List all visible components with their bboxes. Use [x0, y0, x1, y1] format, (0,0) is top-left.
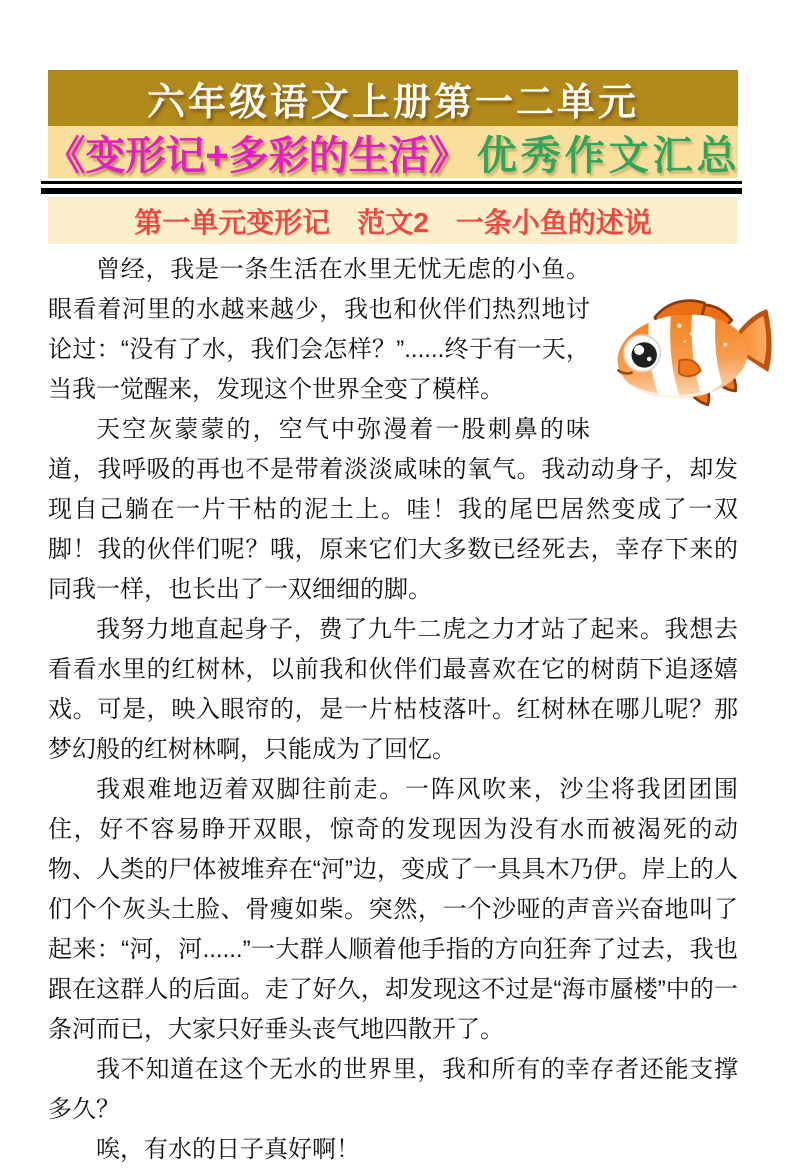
- grade-banner: [48, 70, 738, 126]
- section-bar: [48, 197, 738, 244]
- essay-paragraph: 曾经，我是一条生活在水里无忧无虑的小鱼。眼看着河里的水越来越少，我也和伙伴们热烈地讨论过：“没有了水，我们会怎样？”......终于有一天，当我一觉醒来，发现这个世界全变了模样。: [48, 256, 590, 403]
- collection-banner: [45, 126, 741, 178]
- section-sample-label: 范文2: [357, 206, 429, 238]
- essay-paragraph: 唉，有水的日子真好啊！: [96, 1136, 360, 1163]
- section-unit-label: 第一单元变形记: [134, 206, 331, 238]
- essay-paragraph: 我不知道在这个无水的世界里，我和所有的幸存者还能支撑多久？: [48, 1056, 738, 1123]
- essay-paragraph: 我努力地直起身子，费了九牛二虎之力才站了起来。我想去看看水里的红树林，以前我和伙伴们最喜欢在它的树荫下追逐嬉戏。可是，映入眼帘的，是一片枯枝落叶。红树林在哪儿呢？那梦幻般的红树林啊，只能成为了回忆。: [48, 616, 738, 763]
- double-rule-divider: [41, 181, 742, 194]
- essay-body: [48, 250, 738, 1170]
- collection-title: 《变形记+多彩的生活》: [45, 133, 469, 178]
- essay-paragraph: 天空灰蒙蒙的，空气中弥漫着一股刺鼻的味道，我呼吸的再也不是带着淡淡咸味的氧气。我动动身子，却发现自己躺在一片干枯的泥土上。哇！我的尾巴居然变成了一双脚！我的伙伴们呢？哦，原来它们大多数已经死去，幸存下来的同我一样，也长出了一双细细的脚。: [48, 416, 738, 603]
- clownfish-image: [600, 294, 778, 412]
- clownfish-icon: [600, 294, 778, 412]
- page-content: [45, 70, 741, 1170]
- essay-paragraph: 我艰难地迈着双脚往前走。一阵风吹来，沙尘将我团团围住，好不容易睁开双眼，惊奇的发现因为没有水而被渴死的动物、人类的尸体被堆弃在“河”边，变成了一具具木乃伊。岸上的人们个个灰头土脸、骨瘦如柴。突然，一个沙哑的声音兴奋地叫了起来：“河，河......”一大群人顺着他手指的方向狂奔了过去，我也跟在这群人的后面。走了好久，却发现这不过是“海市蜃楼”中的一条河而已，大家只好垂头丧气地四散开了。: [48, 776, 738, 1043]
- section-essay-title: 一条小鱼的述说: [455, 206, 652, 238]
- collection-subtitle: 优秀作文汇总: [476, 133, 741, 178]
- grade-banner-text: 六年级语文上册第一二单元: [146, 81, 639, 124]
